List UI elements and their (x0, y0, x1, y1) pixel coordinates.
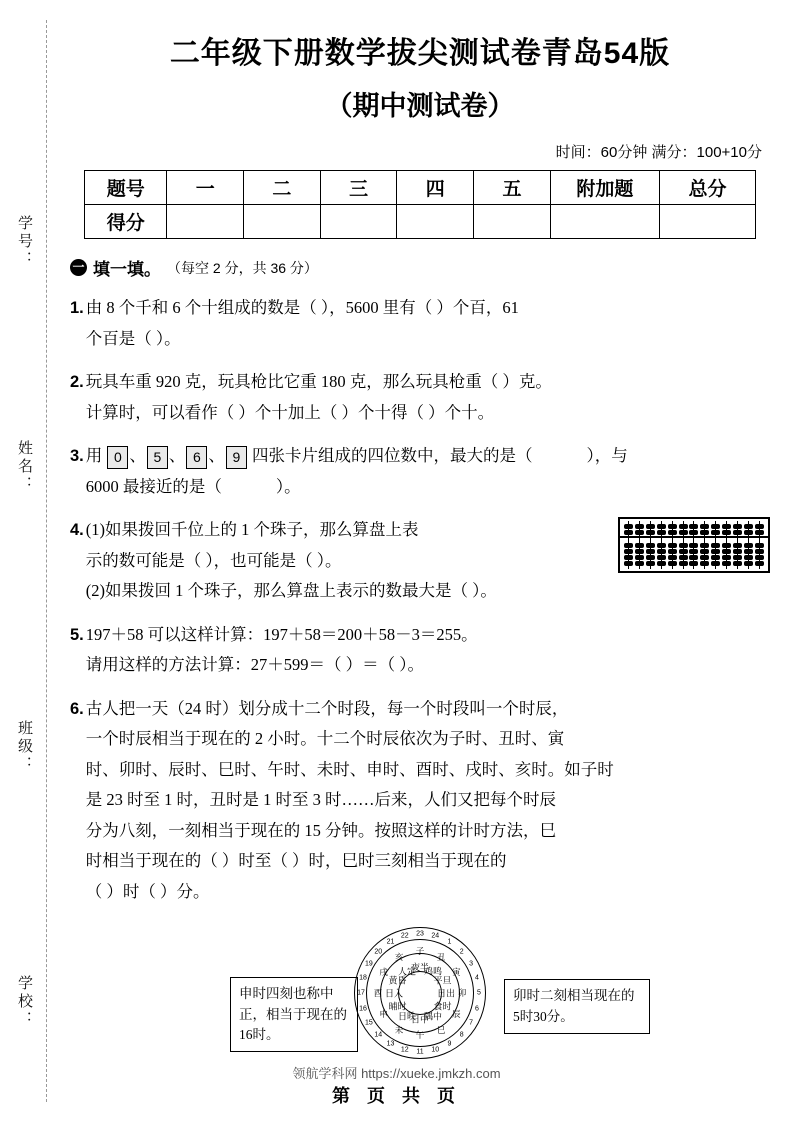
abacus-rod (635, 521, 644, 569)
abacus-rod (722, 521, 731, 569)
question-body (86, 367, 770, 428)
score-table-col-3: 三 (320, 171, 397, 205)
clock-name-label: 平旦 (433, 975, 452, 986)
callout-left: 申时四刻也称中正，相当于现在的16时。 (230, 977, 358, 1052)
section-number-badge: 一 (70, 259, 87, 276)
clock-hour-label: 19 (364, 960, 373, 968)
clock-hour-label: 12 (400, 1046, 409, 1054)
question-4 (70, 515, 770, 607)
question-line: 是 23 时至 1 时，丑时是 1 时至 3 时……后来，人们又把每个时辰 (85, 790, 557, 810)
clock-branch-label: 子 (415, 946, 425, 957)
score-table (84, 170, 756, 239)
page-title: 二年级下册数学拔尖测试卷青岛54版 (169, 37, 671, 70)
margin-label-class: 班级： (16, 720, 33, 774)
score-table-col-1: 一 (167, 171, 244, 205)
score-cell[interactable] (397, 205, 474, 239)
abacus-rod (679, 521, 688, 569)
question-line-with-cards: 用 0 、 5 、 6 、 9 四张卡片组成的四位数中，最大的是（ ），与 (86, 441, 770, 472)
page-subtitle: （期中测试卷） (325, 91, 515, 121)
clock-name-label: 鸡鸣 (423, 966, 443, 977)
score-cell[interactable] (244, 205, 321, 239)
clock-name-label: 食时 (433, 1001, 452, 1012)
clock-hour-label: 18 (359, 974, 367, 982)
clock-name-label: 夜半 (410, 962, 430, 973)
question-line: (1)如果拨回千位上的 1 个珠子，那么算盘上表 (85, 520, 419, 540)
clock-hour-label: 22 (400, 932, 409, 940)
section-points: （每空 2 分，共 36 分） (167, 259, 318, 276)
clock-hour-label: 11 (416, 1048, 424, 1056)
clock-hour-label: 2 (459, 948, 464, 956)
clock-name-label: 人定 (397, 966, 417, 977)
digit-card-3: 9 (226, 446, 247, 469)
question-body (86, 515, 770, 607)
question-line: 计算时，可以看作（ ）个十加上（ ）个十得（ ）个十。 (85, 402, 495, 422)
section-title: 填一填。 (93, 260, 161, 279)
question-6 (70, 694, 770, 908)
clock-branch-label: 巳 (436, 1024, 446, 1035)
clock-branch-label: 未 (394, 1024, 404, 1035)
question-number: 3. (70, 447, 84, 466)
question-number: 1. (70, 299, 84, 317)
digit-card-0: 0 (107, 446, 128, 469)
clock-name-label: 晡时 (388, 1001, 407, 1012)
clock-hour-label: 13 (386, 1040, 395, 1048)
clock-hour-label: 20 (374, 948, 383, 956)
clock-hour-label: 4 (475, 974, 479, 982)
clock-hour-label: 21 (386, 938, 395, 946)
abacus-rod (733, 521, 742, 569)
question-line: 时、卯时、辰时、巳时、午时、未时、申时、酉时、戌时、亥时。如子时 (85, 759, 614, 779)
clock-name-label: 黄昏 (388, 975, 407, 986)
content-column (70, 0, 770, 1067)
question-number: 5. (70, 625, 84, 644)
score-table-row-label-score: 得分 (85, 205, 167, 239)
section-heading (70, 255, 770, 280)
question-line: 示的数可能是（ ），也可能是（ ）。 (85, 550, 342, 570)
abacus-icon (618, 517, 770, 573)
abacus-rod (689, 521, 698, 569)
clock-branch-label: 申 (379, 1009, 388, 1020)
clock-hour-label: 15 (364, 1019, 373, 1027)
clock-branch-label: 卯 (457, 988, 467, 999)
page-footer: 第 页 共 页 (331, 1086, 461, 1106)
question-line: 个百是（ ）。 (85, 328, 181, 348)
question-line: (2)如果拨回 1 个珠子，那么算盘上表示的数最大是（ ）。 (85, 581, 497, 601)
abacus-rod (700, 521, 709, 569)
digit-card-2: 6 (186, 446, 207, 469)
abacus-rod (657, 521, 666, 569)
clock-name-label: 日昳 (397, 1011, 417, 1022)
exam-meta: 时间：60分钟 满分：100+10分 (555, 144, 762, 161)
question-body (86, 441, 770, 502)
question-line: 一个时辰相当于现在的 2 小时。十二个时辰依次为子时、丑时、寅 (85, 729, 565, 749)
clock-hour-label: 10 (431, 1046, 440, 1054)
abacus-rod (711, 521, 720, 569)
question-body (86, 620, 770, 681)
question-number: 4. (70, 521, 84, 540)
clock-branch-label: 午 (415, 1030, 425, 1041)
score-cell[interactable] (320, 205, 397, 239)
margin-label-name: 姓名： (16, 440, 33, 494)
question-line: 分为八刻，一刻相当于现在的 15 分钟。按照这样的计时方法，巳 (85, 820, 557, 840)
question-2 (70, 367, 770, 428)
question-5 (70, 620, 770, 681)
question-line: 由 8 个千和 6 个十组成的数是（ ），5600 里有（ ）个百，61 (85, 298, 519, 317)
score-cell[interactable] (660, 205, 756, 239)
question-line: 6000 最接近的是（ ）。 (85, 476, 301, 496)
clock-branch-label: 辰 (452, 1009, 461, 1020)
fold-dashed-line (46, 20, 47, 1102)
question-1 (70, 293, 770, 354)
clock-hour-label: 3 (469, 960, 474, 968)
clock-hour-label: 9 (447, 1040, 452, 1048)
clock-hour-label: 14 (374, 1031, 383, 1039)
question-line: （ ）时（ ）分。 (85, 881, 210, 901)
clock-hour-label: 16 (359, 1005, 367, 1013)
clock-branch-label: 丑 (436, 951, 446, 962)
watermark: 领航学科网 https://xueke.jmkzh.com (292, 1066, 501, 1081)
score-table-value-row (85, 205, 756, 239)
clock-hour-label: 6 (475, 1005, 479, 1013)
callout-right: 卯时二刻相当现在的5时30分。 (504, 979, 650, 1034)
clock-hour-label: 8 (459, 1031, 464, 1039)
clock-hour-label: 1 (447, 938, 452, 946)
question-3 (70, 441, 770, 502)
clock-hour-label: 7 (469, 1019, 474, 1027)
clock-name-label: 日入 (384, 988, 404, 999)
clock-branch-label: 亥 (394, 951, 404, 962)
left-margin (0, 0, 62, 1122)
score-cell[interactable] (474, 205, 551, 239)
shichen-clock-diagram (70, 917, 770, 1067)
score-table-col-extra: 附加题 (550, 171, 659, 205)
question-line: 时相当于现在的（ ）时至（ ）时，巳时三刻相当于现在的 (85, 851, 507, 871)
margin-label-student-id: 学号： (16, 215, 33, 269)
abacus-rod (744, 521, 753, 569)
question-line: 玩具车重 920 克，玩具枪比它重 180 克，那么玩具枪重（ ）克。 (85, 372, 552, 392)
score-table-row-label: 题号 (85, 171, 167, 205)
score-table-col-5: 五 (474, 171, 551, 205)
digit-card-1: 5 (147, 446, 168, 469)
abacus-rod (755, 521, 764, 569)
clock-hour-label: 24 (431, 932, 440, 940)
question-body (86, 293, 770, 354)
clock-name-label: 日出 (436, 988, 456, 999)
score-table-col-2: 二 (244, 171, 321, 205)
clock-name-label: 日中 (410, 1014, 430, 1025)
abacus-rods (624, 521, 764, 569)
question-number: 6. (70, 699, 84, 718)
score-cell[interactable] (550, 205, 659, 239)
abacus-rod (624, 521, 633, 569)
question-number: 2. (70, 373, 84, 392)
score-cell[interactable] (167, 205, 244, 239)
score-table-col-4: 四 (397, 171, 474, 205)
margin-label-school: 学校： (16, 975, 33, 1029)
clock-diagram-icon (354, 927, 486, 1059)
question-line: 197＋58 可以这样计算：197＋58＝200＋58－3＝255。 (85, 624, 478, 644)
question-body (86, 694, 770, 908)
clock-hour-label: 17 (357, 989, 365, 997)
question-line: 请用这样的方法计算：27＋599＝（ ）＝（ ）。 (85, 655, 425, 675)
clock-branch-label: 寅 (452, 967, 461, 978)
score-table-col-total: 总分 (660, 171, 756, 205)
clock-hour-label: 5 (477, 989, 481, 997)
clock-branch-label: 酉 (373, 988, 383, 999)
clock-branch-label: 戌 (379, 967, 388, 978)
abacus-rod (668, 521, 677, 569)
score-table-header-row (85, 171, 756, 205)
clock-name-label: 隅中 (423, 1011, 443, 1022)
clock-hour-label: 23 (416, 930, 424, 938)
abacus-rod (646, 521, 655, 569)
question-line: 古人把一天（24 时）划分成十二个时段，每一个时段叫一个时辰， (85, 698, 569, 718)
